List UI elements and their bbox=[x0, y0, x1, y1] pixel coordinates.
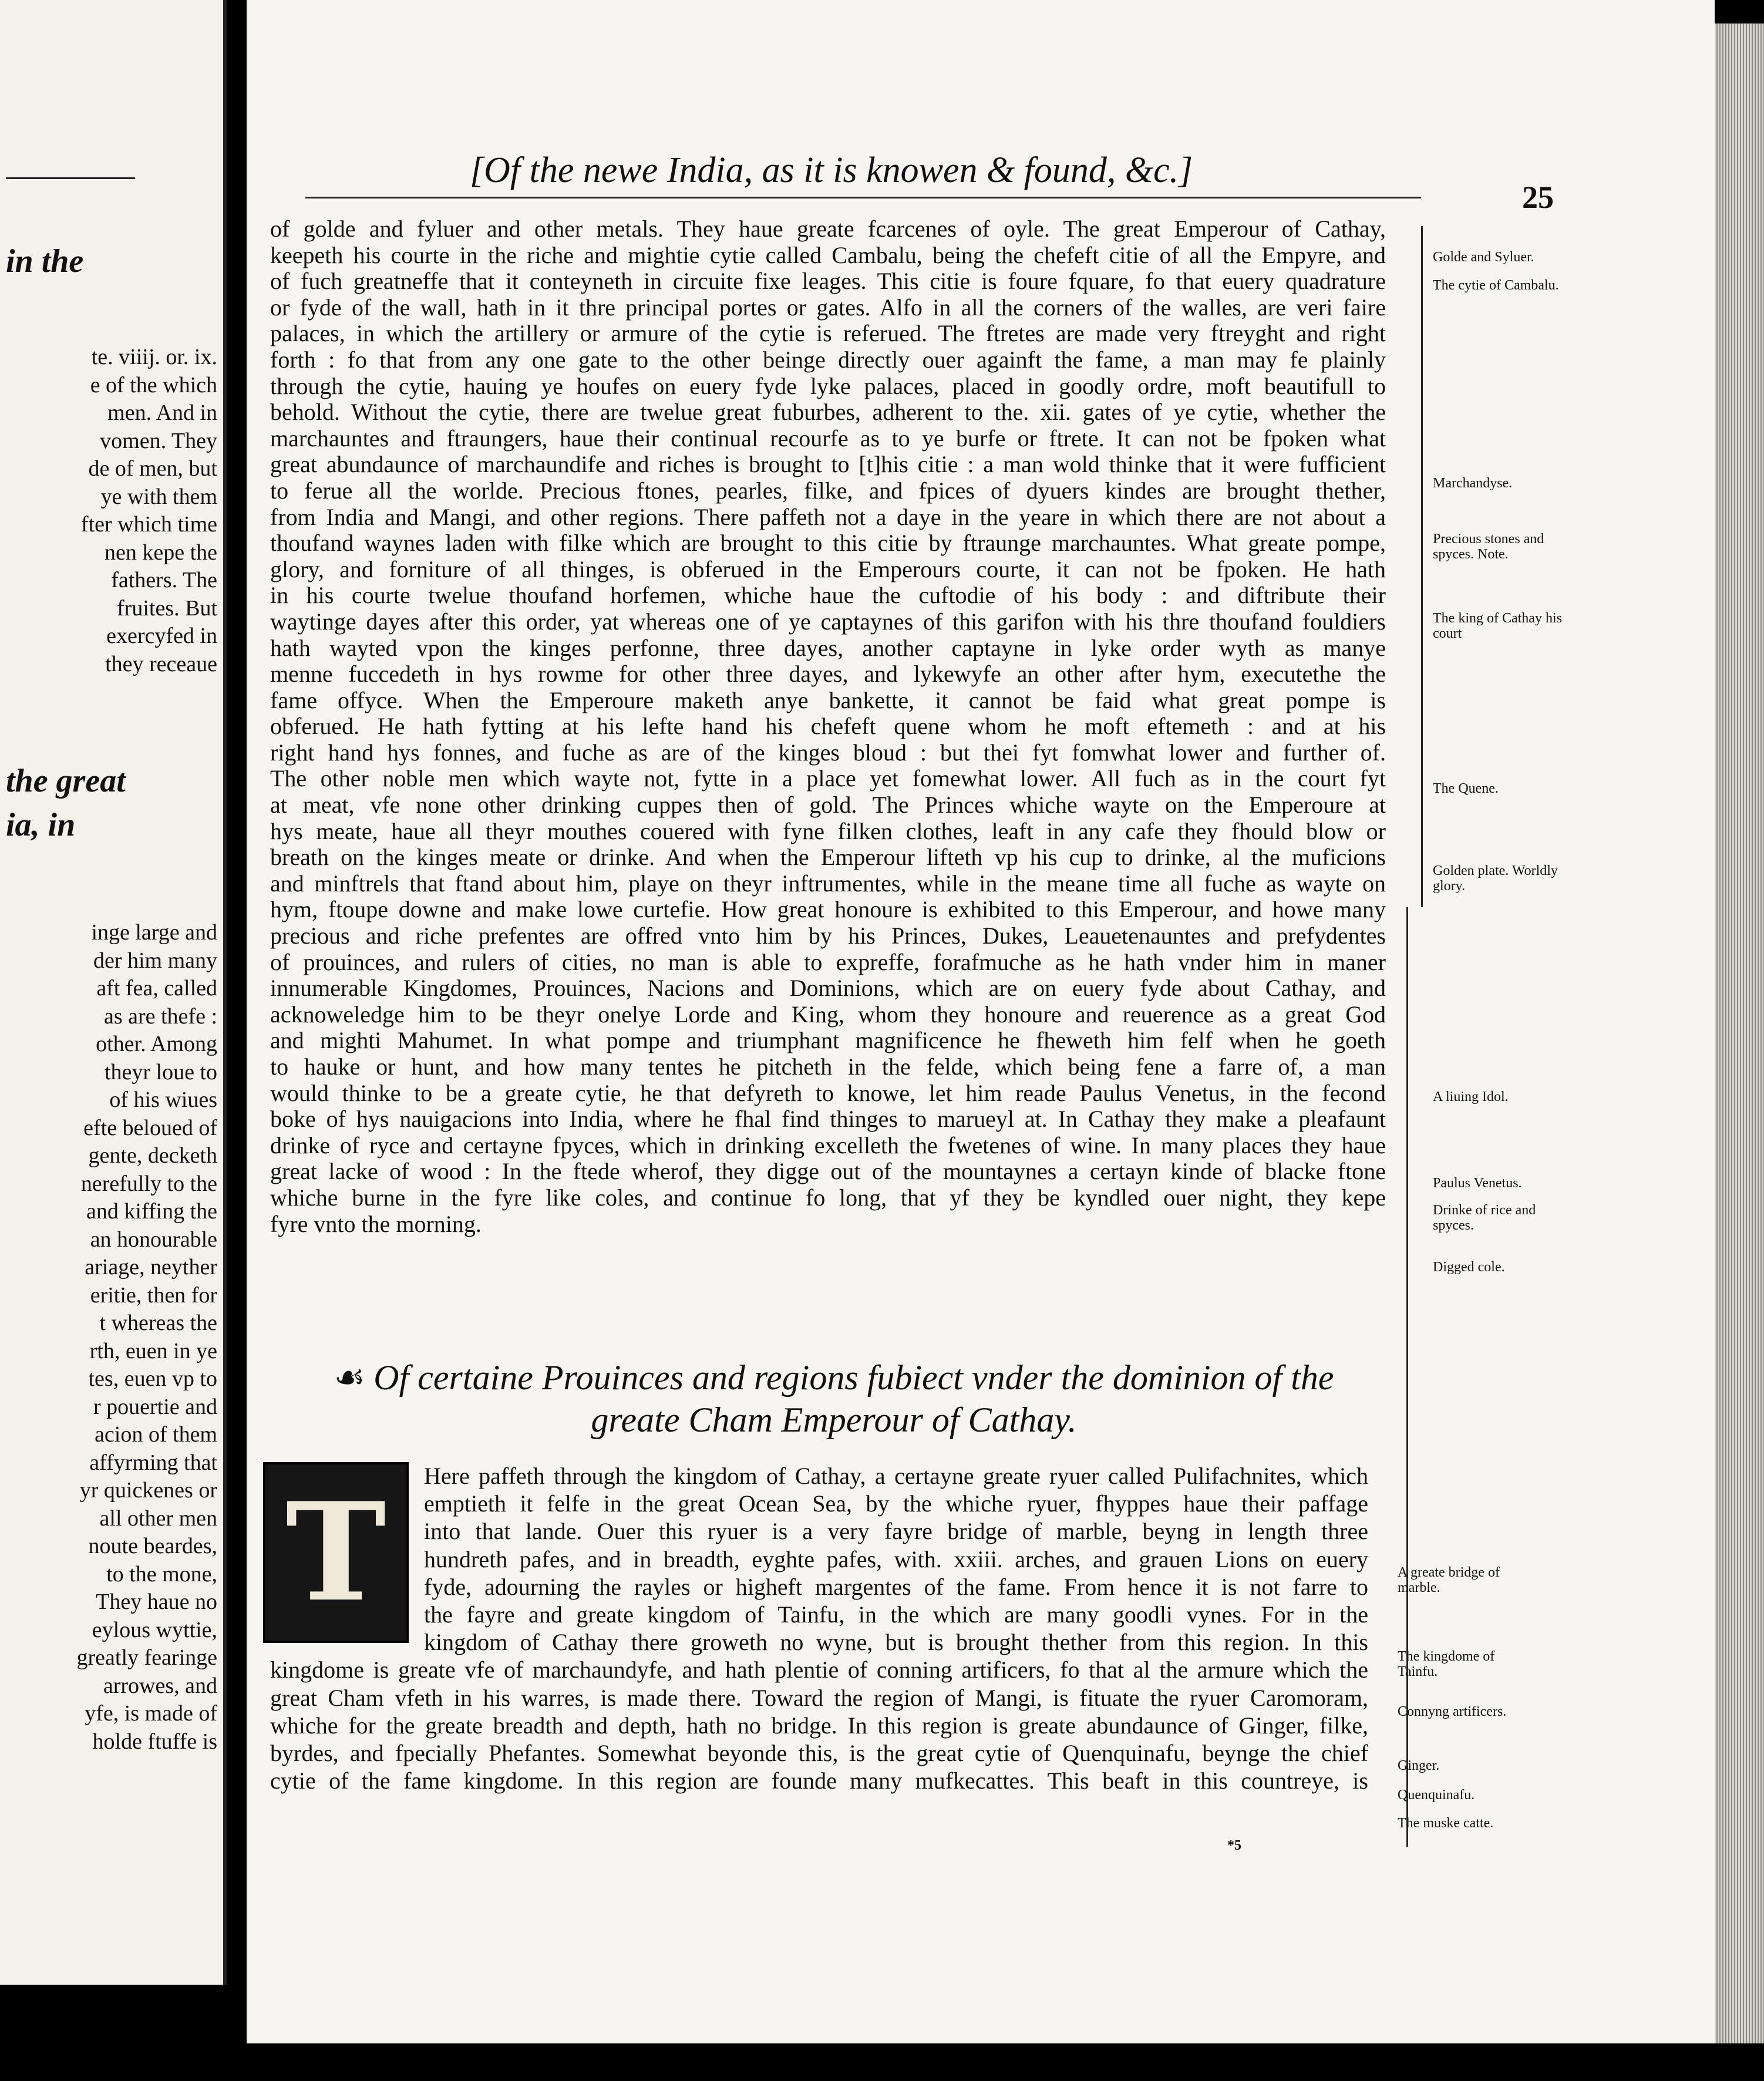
drop-cap: T bbox=[263, 1462, 409, 1643]
text-line: whiche burne in the fyre like coles, and continue fo long, that yf they be kyndled ouer night, they kepe bbox=[270, 1184, 1386, 1211]
facing-page-line: nen kepe the bbox=[104, 540, 217, 565]
margin-note: The Quene. bbox=[1433, 781, 1499, 796]
facing-page-line: efte beloued of bbox=[83, 1115, 217, 1140]
margin-note: Quenquinafu. bbox=[1398, 1787, 1475, 1803]
text-line: whiche for the greate breadth and depth, hath no bridge. In this region is greate abundaunce of Ginger, filke, bbox=[270, 1712, 1368, 1739]
text-line: fyre vnto the morning. bbox=[270, 1211, 482, 1237]
text-line: or fyde of the wall, hath in it thre principal portes or gates. Alfo in all the corners of the walles, are veri faire bbox=[270, 294, 1386, 321]
section-title-line2: greate Cham Emperour of Cathay. bbox=[591, 1400, 1077, 1439]
text-line: to ferue all the worlde. Precious ftones, pearles, filke, and fpices of dyuers kindes are brought thether, bbox=[270, 477, 1386, 504]
text-line: forth : fo that from any one gate to the other beinge directly ouer againft the fame, a man may fe plainly bbox=[270, 346, 1386, 373]
facing-page-line: affyrming that bbox=[89, 1450, 217, 1475]
text-line: hys meate, haue all theyr mouthes couered with fyne filken clothes, leaft in any cafe they fhould blow or bbox=[270, 818, 1386, 844]
text-line: marchauntes and ftraungers, haue their continual recourfe as to ye burfe or ftrete. It can not be fpoken what bbox=[270, 425, 1386, 452]
text-line: waytinge dayes after this order, yat whereas one of ye captaynes of this garifon with his thre thoufand fouldiers bbox=[270, 608, 1386, 635]
header-rule bbox=[305, 197, 1421, 198]
section-title-line1: Of certaine Prouinces and regions fubiect vnder the dominion of the bbox=[373, 1358, 1334, 1397]
facing-page-line: t whereas the bbox=[99, 1311, 217, 1335]
facing-page-line: holde ftuffe is bbox=[92, 1729, 217, 1754]
facing-page-line: fathers. The bbox=[111, 568, 217, 592]
facing-page-line: other. Among bbox=[96, 1032, 217, 1056]
text-line: drinke of ryce and certayne fpyces, which in drinking excelleth the fwetenes of wine. In many places they haue bbox=[270, 1132, 1386, 1159]
facing-page-line: and kiffing the bbox=[86, 1199, 217, 1224]
facing-page-rule bbox=[6, 177, 135, 179]
facing-page-line: nerefully to the bbox=[80, 1171, 217, 1196]
text-line: Here paffeth through the kingdom of Cathay, a certayne greate ryuer called Pulifachnites, which bbox=[424, 1463, 1368, 1489]
facing-page-line: an honourable bbox=[90, 1227, 217, 1252]
page-edges bbox=[1715, 23, 1764, 2043]
facing-page-line: They haue no bbox=[96, 1590, 217, 1614]
text-line: right hand hys fonnes, and fuche as are of the kinges bloud : but thei fyt fomwhat lower and further of. bbox=[270, 739, 1386, 766]
margin-note: Golden plate. Worldly glory. bbox=[1433, 863, 1558, 894]
facing-page-line: der him many bbox=[93, 948, 217, 973]
facing-page-line: exercyfed in bbox=[106, 624, 217, 648]
text-line: and mighti Mahumet. In what pompe and triumphant magnificence he fheweth him felf when he goeth bbox=[270, 1028, 1386, 1054]
section-heading bbox=[305, 1356, 1362, 1441]
facing-page-text-top bbox=[0, 344, 217, 678]
text-line: hath wayted vpon the kinges perfonne, three dayes, another captayne in lyke order wyth as manye bbox=[270, 635, 1386, 661]
facing-page-section-heading: the great bbox=[6, 763, 126, 799]
text-line: fame offyce. When the Emperoure maketh anye bankette, it cannot be faid what great pompe is bbox=[270, 687, 1386, 713]
signature-mark: *5 bbox=[1227, 1838, 1241, 1853]
margin-note: Marchandyse. bbox=[1433, 476, 1513, 491]
facing-page-line: vomen. They bbox=[100, 428, 217, 453]
margin-note: Precious stones and spyces. Note. bbox=[1433, 531, 1544, 562]
text-line: emptieth it felfe in the great Ocean Sea, by the whiche ryuer, fhyppes haue their paffage bbox=[424, 1490, 1368, 1517]
facing-page-line: they receaue bbox=[105, 651, 217, 676]
facing-page-line: e of the which bbox=[90, 372, 217, 398]
margin-note: Paulus Venetus. bbox=[1433, 1176, 1522, 1191]
text-line: byrdes, and fpecially Phefantes. Somewhat beyonde this, is the great cytie of Quenquinafu, beynge the chief bbox=[270, 1739, 1368, 1766]
facing-page-line: acion of them bbox=[95, 1422, 217, 1447]
text-line: of prouinces, and rulers of cities, no man is able to expreffe, forafmuche as he hath vnder him in maner bbox=[270, 949, 1386, 975]
text-line: palaces, in which the artillery or armure of the cytie is referued. The ftretes are made very ftreyght and right bbox=[270, 321, 1386, 347]
text-line: great lacke of wood : In the ftede wherof, they digge out of the mountaynes a certayn kinde of blacke ftone bbox=[270, 1159, 1386, 1185]
text-line: great abundaunce of marchaundife and riches is brought to [t]his citie : a man wold thinke that it were fufficient bbox=[270, 452, 1386, 478]
margin-note: Connyng artificers. bbox=[1398, 1704, 1507, 1719]
text-line: from India and Mangi, and other regions. There paffeth not a daye in the yeare in which there are not about a bbox=[270, 504, 1386, 530]
text-line: keepeth his courte in the riche and mightie cytie called Cambalu, being the chefeft citie of all the Empyre, and bbox=[270, 242, 1386, 268]
text-line: of fuch greatneffe that it conteyneth in circuite fixe leages. This citie is foure fquare, fo that euery quadrature bbox=[270, 268, 1386, 295]
text-line: thoufand waynes laden with filke which are brought to this citie by ftraunge marchauntes. What greate pompe, bbox=[270, 530, 1386, 557]
facing-page-line: de of men, but bbox=[88, 456, 217, 481]
text-line: acknoweledge him to be theyr onelye Lorde and King, whom they honoure and reuerence as a great God bbox=[270, 1001, 1386, 1028]
facing-page-text-bottom bbox=[0, 919, 217, 1756]
facing-page-line: arrowes, and bbox=[103, 1673, 217, 1698]
margin-note: The cytie of Cambalu. bbox=[1433, 278, 1559, 293]
margin-note: A liuing Idol. bbox=[1433, 1089, 1509, 1105]
margin-note: A greate bridge of marble. bbox=[1398, 1565, 1500, 1595]
facing-page-line: ye with them bbox=[100, 484, 217, 509]
text-line: would thinke to be a greate cytie, he that defyreth to knowe, let him reade Paulus Venetus, in the fecond bbox=[270, 1080, 1386, 1106]
text-line: into that lande. Ouer this ryuer is a very fayre bridge of marble, beyng in length three bbox=[424, 1518, 1368, 1545]
facing-page-line: eylous wyttie, bbox=[92, 1617, 217, 1642]
facing-page-line: theyr loue to bbox=[104, 1059, 217, 1085]
text-line: glory, and forniture of all thinges, is obferued in the Emperours courte, it can not be fpoken. He hath bbox=[270, 556, 1386, 582]
text-line: boke of hys nauigacions into India, where he fhal find thinges to marueyl at. In Cathay they make a pleafaunt bbox=[270, 1106, 1386, 1133]
facing-page-line: aft fea, called bbox=[96, 976, 217, 1001]
facing-page-line: fruites. But bbox=[117, 595, 217, 621]
running-title: [Of the newe India, as it is knowen & found, &c.] bbox=[470, 150, 1193, 190]
text-line: precious and riche prefentes are offred vnto him by his Princes, Dukes, Leauetenauntes and prefydentes bbox=[270, 923, 1386, 949]
text-line: menne fuccedeth in hys rowme for other three dayes, and lykewyfe an other after hym, executethe the bbox=[270, 661, 1386, 688]
facing-page-line: fter which time bbox=[80, 512, 217, 537]
margin-note: The kingdome of Tainfu. bbox=[1398, 1649, 1495, 1679]
text-line: hym, ftoupe downe and make lowe curtefie. How great honoure is exhibited to this Emperour, and howe many bbox=[270, 897, 1386, 923]
margin-note: The muske catte. bbox=[1398, 1816, 1494, 1831]
facing-page-line: of his wiues bbox=[109, 1087, 217, 1112]
text-line: in his courte twelue thoufand horfemen, whiche haue the cuftodie of his body : and diftribute their bbox=[270, 582, 1386, 609]
facing-page-line: ariage, neyther bbox=[85, 1255, 217, 1279]
text-line: innumerable Kingdomes, Prouinces, Nacions and Dominions, which are on euery fyde about Cathay, and bbox=[270, 975, 1386, 1002]
text-line: and minftrels that ftand about him, playe on theyr inftrumentes, while in the meane time all fuche as wayte on bbox=[270, 870, 1386, 897]
facing-page-section-heading-2: ia, in bbox=[6, 807, 76, 843]
text-line: breath on the kinges meate or drinke. And when the Emperour lifteth vp his cup to drinke, al the muficions bbox=[270, 844, 1386, 871]
text-line: at meat, vfe none other drinking cuppes then of gold. The Princes whiche wayte on the Emperoure at bbox=[270, 792, 1386, 819]
facing-page-line: men. And in bbox=[107, 400, 217, 425]
margin-note: Digged cole. bbox=[1433, 1260, 1505, 1275]
body-text bbox=[270, 216, 1386, 1237]
facing-page-line: greatly fearinge bbox=[76, 1645, 217, 1670]
facing-page-line: yr quickenes or bbox=[79, 1478, 217, 1503]
text-line: kingdome is greate vfe of marchaundyfe, and hath plentie of conning artificers, fo that al the armure which the bbox=[270, 1656, 1368, 1683]
section-text bbox=[270, 1462, 1368, 1794]
facing-page-line: te. viiij. or. ix. bbox=[91, 345, 217, 369]
text-line: the fayre and greate kingdom of Tainfu, in the which are many goodli vynes. For in the bbox=[424, 1601, 1368, 1628]
facing-page-line: all other men bbox=[99, 1506, 217, 1531]
margin-note: Drinke of rice and spyces. bbox=[1433, 1203, 1536, 1233]
facing-page-line: eritie, then for bbox=[90, 1282, 217, 1308]
facing-page-line: inge large and bbox=[91, 920, 217, 945]
facing-page-line: r pouertie and bbox=[93, 1394, 217, 1419]
text-line: great Cham vfeth in his warres, is made there. Toward the region of Mangi, is fituate the ryuer Caromoram, bbox=[270, 1684, 1368, 1711]
text-line: cytie of the fame kingdome. In this region are founde many mufkecattes. This beaft in this countreye, is bbox=[270, 1767, 1368, 1794]
facing-page-line: to the mone, bbox=[106, 1561, 217, 1587]
text-line: The other noble men which wayte not, fytte in a place yet fomewhat lower. All fuch as in the court fyt bbox=[270, 766, 1386, 792]
text-line: kingdom of Cathay there groweth no wyne, but is brought thether from this region. In this bbox=[424, 1629, 1368, 1656]
margin-note: Golde and Syluer. bbox=[1433, 250, 1534, 265]
facing-page bbox=[0, 0, 227, 1985]
text-line: behold. Without the cytie, there are twelue great fuburbes, adherent to the. xii. gates of ye cytie, whether the bbox=[270, 399, 1386, 426]
ornament-icon: ☙ bbox=[334, 1358, 366, 1397]
text-line: through the cytie, hauing ye houfes on euery fyde lyke palaces, placed in goodly ordre, moft beautifull to bbox=[270, 373, 1386, 399]
facing-page-line: as are thefe : bbox=[103, 1004, 217, 1029]
page-number: 25 bbox=[1522, 180, 1554, 215]
margin-note: The king of Cathay his court bbox=[1433, 611, 1562, 641]
facing-page-line: rth, euen in ye bbox=[89, 1338, 217, 1363]
margin-note: Ginger. bbox=[1398, 1758, 1440, 1773]
facing-page-line: tes, euen vp to bbox=[88, 1366, 217, 1391]
text-line: to hauke or hunt, and how many tentes he pitcheth in the felde, which being fene a farre of, a man bbox=[270, 1054, 1386, 1080]
facing-page-line: gente, decketh bbox=[88, 1143, 217, 1168]
text-line: obferued. He hath fytting at his lefte hand his chefeft quene whom he moft eftemeth : and at his bbox=[270, 713, 1386, 740]
facing-page-line: noute beardes, bbox=[88, 1534, 217, 1558]
text-line: hundreth pafes, and in breadth, eyghte pafes, with. xxiii. arches, and grauen Lions on euery bbox=[424, 1545, 1368, 1572]
margin-rule bbox=[1421, 226, 1423, 907]
facing-page-heading: in the bbox=[6, 243, 84, 280]
text-line: of golde and fyluer and other metals. They haue greate fcarcenes of oyle. The great Emperour of Cathay, bbox=[270, 216, 1386, 242]
facing-page-line: yfe, is made of bbox=[85, 1701, 217, 1726]
text-line: fyde, adourning the rayles or higheft margentes of the fame. From hence it is not farre to bbox=[424, 1573, 1368, 1600]
